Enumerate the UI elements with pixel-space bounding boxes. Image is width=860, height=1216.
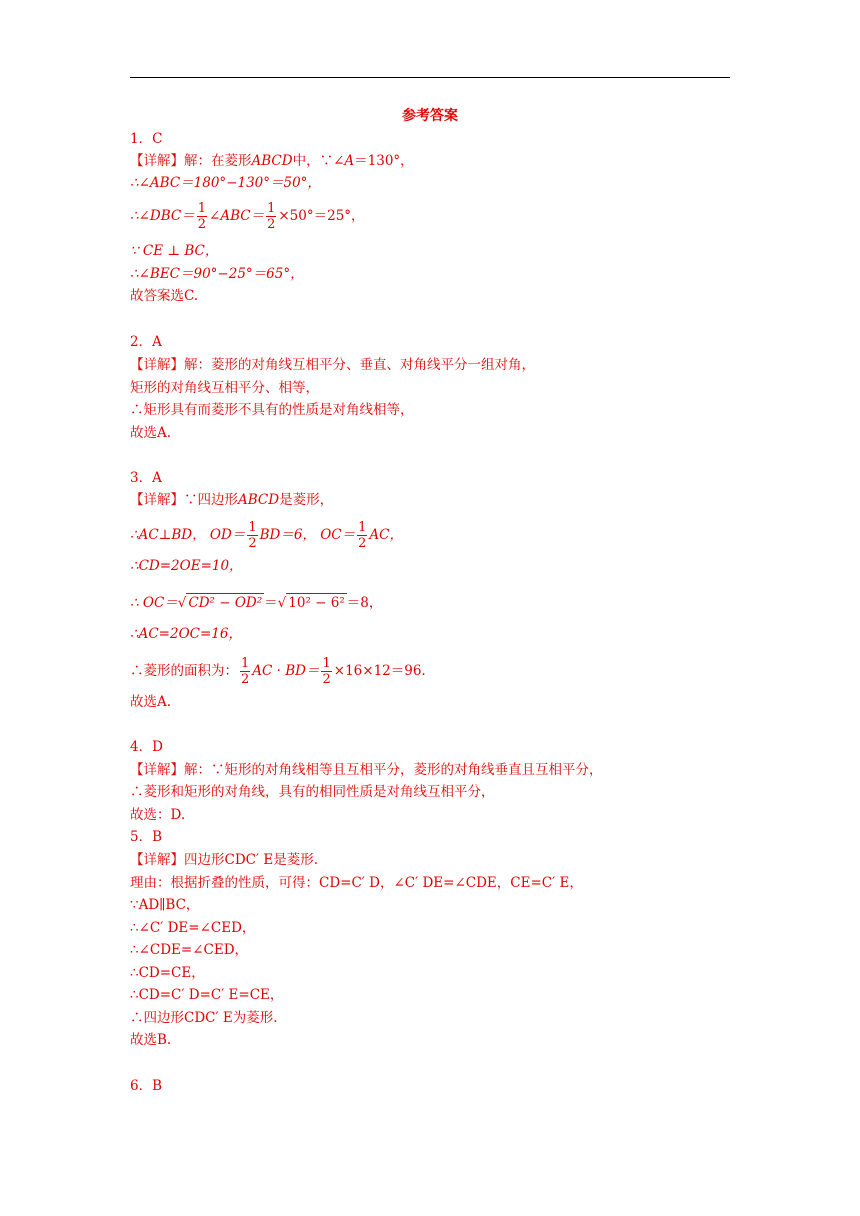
- frac-denominator: 2: [322, 672, 331, 687]
- q3-line-4: ∴ OC＝√ CD² − OD² ＝√ 10² − 6² ＝8，: [130, 595, 383, 611]
- q1-l1-tail: ＝130°，: [354, 153, 414, 169]
- frac-numerator: 1: [197, 201, 207, 216]
- q5-line-7: ∴CD=C′ D=C′ E=CE，: [130, 987, 284, 1003]
- q6-number: 6．B: [130, 1078, 163, 1094]
- q4-number: 4．D: [130, 739, 163, 755]
- q3-line-5: ∴AC=2OC=16，: [130, 626, 242, 642]
- frac-numerator: 1: [248, 520, 257, 535]
- q1-l1-mid: 中，∵∠: [292, 153, 345, 169]
- q1-fraction-half-1: [197, 201, 207, 232]
- q3-line-2: [130, 520, 403, 551]
- frac-numerator: 1: [267, 201, 276, 216]
- q3-fraction-half-1: [247, 520, 257, 551]
- q4-line-3: 故选：D.: [130, 807, 186, 823]
- q3-l1-abcd: ABCD: [238, 492, 280, 508]
- q2-line-2: 矩形的对角线互相平分、相等，: [130, 380, 319, 396]
- q5-line-9: 故选B.: [130, 1032, 172, 1048]
- q3-radical-2: 10² − 6²: [288, 595, 345, 611]
- q1-l3-tail: ×50°＝25°，: [278, 208, 365, 224]
- q3-line-3: ∴CD=2OE=10，: [130, 558, 243, 574]
- q3-line-1: [130, 491, 333, 509]
- q3-l6-c: ×16×12＝96.: [333, 663, 426, 679]
- q3-l4-eq: ＝: [264, 595, 278, 611]
- q3-fraction-half-4: [321, 656, 331, 687]
- q1-line-6: 故答案选C.: [130, 288, 199, 304]
- q2-line-3: ∴矩形具有而菱形不具有的性质是对角线相等，: [130, 402, 414, 418]
- q3-l4-a: ∴ OC＝: [130, 595, 178, 611]
- q1-l3-mid: ∠ABC＝: [209, 208, 265, 224]
- q2-number: 2．A: [130, 334, 162, 350]
- q1-line-4: ∵ CE ⊥ BC，: [130, 243, 219, 259]
- q1-l1-a: A: [344, 153, 355, 169]
- q3-l1-tail: 是菱形，: [279, 492, 334, 508]
- frac-numerator: 1: [358, 520, 367, 535]
- q1-line-1: [130, 152, 414, 170]
- q3-fraction-half-2: [357, 520, 367, 551]
- frac-denominator: 2: [248, 536, 257, 551]
- q2-line-4: 故选A.: [130, 425, 172, 441]
- q3-radical-1: CD² − OD²: [188, 595, 263, 611]
- frac-denominator: 2: [241, 672, 250, 687]
- q3-l2-c: BD＝6，: [259, 527, 316, 543]
- q3-line-6: [130, 656, 426, 687]
- q3-l4-b: ＝8，: [346, 595, 383, 611]
- header-rule: [130, 77, 730, 78]
- q3-l2-e: AC，: [369, 527, 404, 543]
- q3-number: 3．A: [130, 470, 162, 486]
- q5-line-8: ∴四边形CDC′ E为菱形.: [130, 1010, 278, 1026]
- frac-numerator: 1: [241, 656, 250, 671]
- q4-line-1: 【详解】解：∵矩形的对角线相等且互相平分，菱形的对角线垂直且互相平分，: [130, 762, 603, 778]
- q5-number: 5．B: [130, 829, 163, 845]
- q3-l6-b: AC · BD＝: [252, 663, 320, 679]
- q5-line-4: ∴∠C′ DE=∠CED，: [130, 920, 256, 936]
- q3-l1-head: 【详解】∵四边形: [130, 492, 238, 508]
- q5-line-3: ∵AD∥BC，: [130, 897, 200, 913]
- frac-numerator: 1: [322, 656, 331, 671]
- q1-line-5: ∴∠BEC＝90°−25°＝65°，: [130, 266, 304, 282]
- frac-denominator: 2: [267, 217, 276, 232]
- q1-l3-pre: ∴∠DBC＝: [130, 208, 195, 224]
- q3-l2-d: OC＝: [320, 527, 356, 543]
- q1-line-2: ∴∠ABC＝180°−130°＝50°，: [130, 175, 321, 191]
- q3-l2-b: OD＝: [209, 527, 246, 543]
- q1-fraction-half-2: [266, 201, 276, 232]
- q5-line-6: ∴CD=CE，: [130, 965, 205, 981]
- q4-line-2: ∴菱形和矩形的对角线，具有的相同性质是对角线互相平分，: [130, 784, 495, 800]
- q1-l1-abcd: ABCD: [251, 153, 293, 169]
- q3-l2-a: ∴AC⊥BD，: [130, 527, 206, 543]
- q1-line-3: [130, 201, 365, 232]
- q3-line-7: 故选A.: [130, 694, 172, 710]
- q5-line-2: 理由：根据折叠的性质，可得：CD=C′ D，∠C′ DE=∠CDE，CE=C′ E，: [130, 875, 583, 891]
- frac-denominator: 2: [358, 536, 367, 551]
- page-title: 参考答案: [402, 108, 458, 124]
- q3-l6-a: ∴菱形的面积为：: [130, 663, 238, 679]
- q5-line-5: ∴∠CDE=∠CED，: [130, 942, 249, 958]
- q1-l1-head: 【详解】解：在菱形: [130, 153, 252, 169]
- q3-fraction-half-3: [240, 656, 250, 687]
- frac-denominator: 2: [197, 217, 207, 232]
- q5-line-1: 【详解】四边形CDC′ E是菱形.: [130, 852, 318, 868]
- q1-number: 1．C: [130, 131, 163, 147]
- q2-line-1: 【详解】解：菱形的对角线互相平分、垂直、对角线平分一组对角，: [130, 357, 535, 373]
